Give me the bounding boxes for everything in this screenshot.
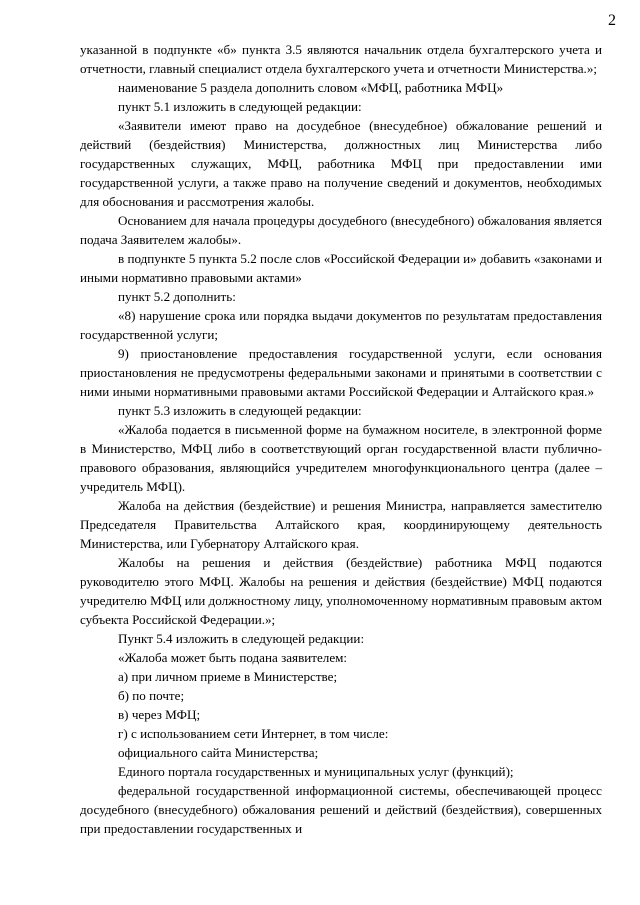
paragraph: г) с использованием сети Интернет, в том числе: [118,726,389,741]
paragraph: Жалобы на решения и действия (бездействие) работника МФЦ подаются руководителю этого МФЦ. Жалобы на решения и действия (бездействие) МФЦ подаются учредителю МФЦ или должностному лицу, уполномоченному нормативным правовым актом субъекта Российской Федерации.»; [80,555,602,627]
paragraph: «8) нарушение срока или порядка выдачи документов по результатам предоставления государственной услуги; [80,308,602,342]
paragraph: «Жалоба подается в письменной форме на бумажном носителе, в электронной форме в Министерство, МФЦ либо в соответствующий орган государственной власти публично-правового образования, являющийся учредителем многофункционального центра (далее – учредитель МФЦ). [80,422,602,494]
paragraph: официального сайта Министерства; [118,745,319,760]
document-body [80,40,602,838]
paragraph: б) по почте; [118,688,185,703]
paragraph: указанной в подпункте «б» пункта 3.5 являются начальник отдела бухгалтерского учета и отчетности, главный специалист отдела бухгалтерского учета и отчетности Министерства.»; [80,42,602,76]
page-number: 2 [608,12,616,29]
paragraph: 9) приостановление предоставления государственной услуги, если основания приостановления не предусмотрены федеральными законами и принятыми в соответствии с ними иными нормативными правовыми актами Российской Федерации и Алтайского края.» [80,346,602,399]
paragraph: в подпункте 5 пункта 5.2 после слов «Российской Федерации и» добавить «законами и иными нормативно правовыми актами» [80,251,602,285]
paragraph: в) через МФЦ; [118,707,201,722]
paragraph: пункт 5.3 изложить в следующей редакции: [118,403,362,418]
paragraph: Основанием для начала процедуры досудебного (внесудебного) обжалования является подача Заявителем жалобы». [80,213,602,247]
paragraph: «Жалоба может быть подана заявителем: [118,650,348,665]
paragraph: Единого портала государственных и муниципальных услуг (функций); [118,764,514,779]
paragraph: наименование 5 раздела дополнить словом «МФЦ, работника МФЦ» [118,80,504,95]
paragraph: Жалоба на действия (бездействие) и решения Министра, направляется заместителю Председателя Правительства Алтайского края, координирующему деятельность Министерства, или Губернатору Алтайского края. [80,498,602,551]
paragraph: пункт 5.2 дополнить: [118,289,236,304]
paragraph: федеральной государственной информационной системы, обеспечивающей процесс досудебного (внесудебного) обжалования решений и действий (бездействия), совершенных при предоставлении государственных и [80,783,602,836]
paragraph: Пункт 5.4 изложить в следующей редакции: [118,631,365,646]
paragraph: а) при личном приеме в Министерстве; [118,669,338,684]
paragraph: «Заявители имеют право на досудебное (внесудебное) обжалование решений и действий (бездействия) Министерства, должностных лиц Министерства либо государственных служащих, МФЦ, работника МФЦ при предоставлении ими государственной услуги, а также право на получение сведений и документов, необходимых для обоснования и рассмотрения жалобы. [80,118,602,209]
paragraph: пункт 5.1 изложить в следующей редакции: [118,99,362,114]
